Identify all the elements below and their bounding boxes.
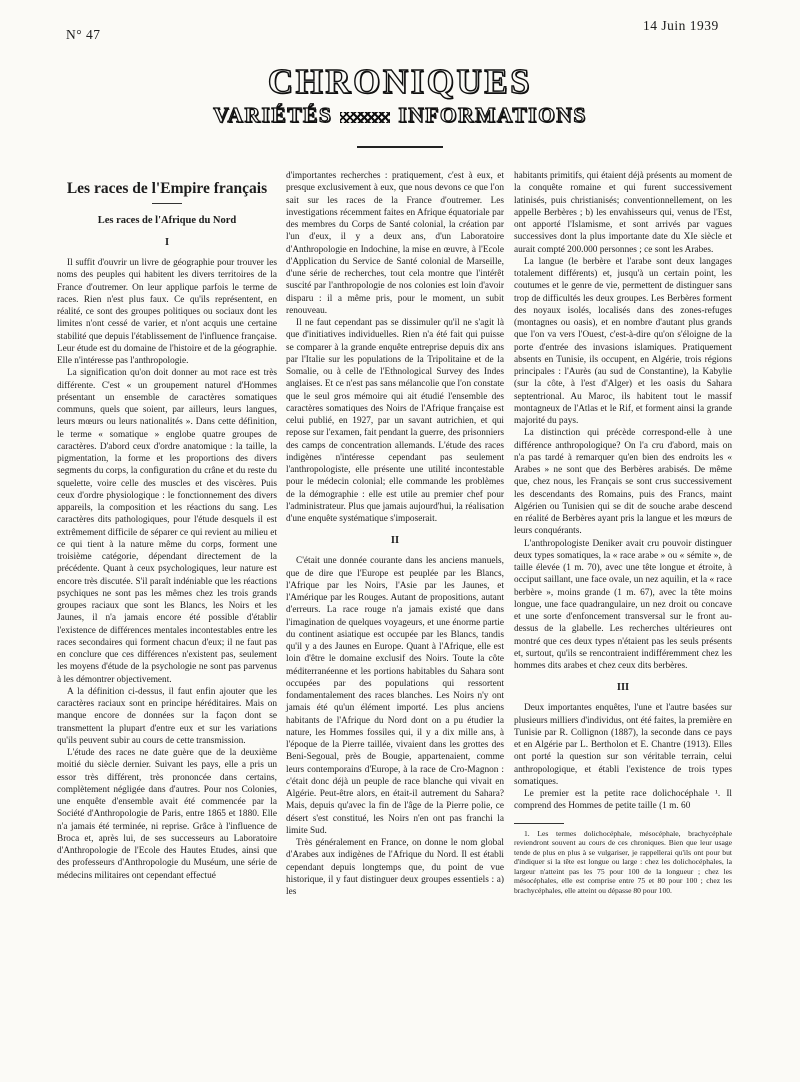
article-title: Les races de l'Empire français [66,180,268,197]
column-3 [514,170,732,896]
footnote-rule [514,823,564,824]
paragraph: C'était une donnée courante dans les anciens manuels, que de dire que l'Europe est peuplée par les Blancs, l'Afrique par les Noirs, l'Asie par les Jaunes, et l'Amérique par les Rouges. Autant de propositions, autant d'erreurs. La race rouge n'a jamais existé que dans l'imagination de quelques voyageurs, et une énorme partie du continent asiatique est occupée par les Blancs, tandis qu'il y a des Jaunes en Europe. Quant à l'Afrique, elle est loin d'être le domaine exclusif des Noirs. Toute la côte méditerranéenne et les portions habitables du Sahara sont occupées par des populations qui ressortent fondamentalement des races blanches. Les Noirs n'y ont jamais été qu'un élément importé. Les plus anciens habitants de l'Afrique du Nord dont on a pu étudier la nature, les Hommes fossiles qui, il y a dix mille ans, à l'époque de la Pierre taillée, vivaient dans les grottes des Beni-Segoual, près de Bougie, appartenaient, comme leurs contemporains d'Europe, à la race de Cro-Magnon : c'était donc déjà un peuple de race blanche qui vivait en Algérie. Peut-être alors, en était-il autrement du Sahara? Mais, depuis qu'avec la fin de l'âge de la Pierre polie, ce désert s'est constitué, les Noirs n'en ont pas franchi la limite Sud. [286,556,504,836]
paragraph: A la définition ci-dessus, il faut enfin ajouter que les caractères raciaux sont en principe héréditaires. Mais on manque encore de données sur la façon dont se transmettent la plupart d'entre eux et sur les variations qu'ils peuvent subir au cours de cette transmission. [57,686,277,746]
footnote: 1. Les termes dolichocéphale, mésocéphale, brachycéphale reviendront souvent au cours de ces chroniques. Bien que leur usage tende de plus en plus à se vulgariser, je rappellerai qu'ils ont pour but d'indiquer si la tête est longue ou large : chez les dolichocéphales, la largeur n'atteint pas les 75 pour 100 de la longueur ; chez les mésocéphales, elle est comprise entre 75 et 80 pour 100 ; chez les brachycéphales, elle atteint ou dépasse 80 pour 100. [514,828,732,896]
masthead-title: CHRONIQUES [267,62,533,101]
column-2 [286,170,504,898]
masthead-right-word: INFORMATIONS [398,103,587,127]
paragraph: Deux importantes enquêtes, l'une et l'autre basées sur plusieurs milliers d'individus, ont été faites, la première en Tunisie par R. Collignon (1887), la seconde dans ce pays et en Algérie par L. Bertholon et E. Chantre (1913). Elles ont porté la question sur son véritable terrain, celui anthropologique, et établi l'existence de trois types somatiques. [514,703,732,787]
paragraph: d'importantes recherches : pratiquement, c'est à eux, et presque exclusivement à eux, que nous devons ce que l'on sait sur les races de la France d'outremer. Les investigations récemment faites en Afrique équatoriale par des membres du Corps de Santé colonial, la création par l'un d'eux, il y a deux ans, d'un Laboratoire d'Anthropologie en Indochine, la mise en œuvre, à l'Ecole d'Application du Service de Santé colonial de Marseille, d'une série de recherches, tout cela montre que l'intérêt suscité par l'anthropologie de nos colonies est loin d'avoir disparu : il a même pris, pour le moment, un subit renouveau. [286,171,504,316]
issue-number: N° 47 [66,27,101,42]
paragraph: La signification qu'on doit donner au mot race est très différente. C'est « un groupement naturel d'Hommes présentant un ensemble de caractères somatiques communs, quels que soient, par ailleurs, leurs langues, leurs mœurs ou leurs nationalités ». Dans cette définition, le terme « somatique » englobe quatre groupes de caractères. D'abord ceux d'ordre anatomique : la taille, la pigmentation, la forme et les proportions des divers segments du corps, la configuration du crâne et du reste du squelette, voire celle des muscles et des viscères. Puis ceux d'ordre physiologique : le fonctionnement des divers appareils, la composition et les réactions du sang. Les caractères dits pathologiques, pour l'étude desquels il est extrêmement difficile de séparer ce qui revient au milieu et ce qui tient à la nature même du corps, forment une troisième catégorie, dépendant directement de la précédente. Quant à ceux psychologiques, leur nature est encore très discutée. S'il paraît indéniable que les réactions psychiques ne sont pas les mêmes chez les trois grands groupes raciaux que sont les Blancs, les Noirs et les Jaunes, il n'a jamais encore été possible d'établir l'existence de différences mentales incontestables entre les races secondaires qui forment chacun d'eux; il ne faut pas en conclure que ces différences n'existent pas, seulement les moyens d'étude de la psychologie ne sont pas parvenus à les démontrer objectivement. [57,368,277,685]
masthead-left-word: VARIÉTÉS [213,103,333,127]
paragraph: Il ne faut cependant pas se dissimuler qu'il ne s'agit là que d'initiatives individuelles. Rien n'a été fait qui puisse se comparer à la grande enquête entreprise depuis dix ans par l'Italie sur les populations de la Tripolitaine et de la Somalie, ou à celle de l'Ethnological Survey des Indes anglaises. Et ce n'est pas sans mélancolie que l'on constate que le seul gros mémoire qui ait étudié l'ensemble des caractères somatiques des Noirs de l'Afrique française est celui publié, en 1927, par un savant autrichien, et qui repose sur l'examen, fait pendant la guerre, des prisonniers des camps de concentration allemands. L'étude des races indigènes n'intéresse cependant pas seulement l'anthropologiste, elle présente une utilité incontestable pour le médecin colonial; elle commande les problèmes de la démographie : elle est utile au premier chef pour l'administrateur. Plus que jamais aujourd'hui, la réalisation d'une enquête systématique s'imposerait. [286,318,505,524]
paragraph: habitants primitifs, qui étaient déjà présents au moment de la conquête romaine et qui furent successivement latinisés, puis christianisés; conventionnellement, on les appelle Berbères ; b) les envahisseurs qui, venus de l'Est, ont apporté l'Islamisme, et sont arrivés par vagues successives dont la plus importante date du XIe siècle et aurait compté 200.000 personnes ; ce sont les Arabes. [514,171,732,255]
ornament-icon [340,112,390,123]
paragraph: La langue (le berbère et l'arabe sont deux langages totalement différents) et, jusqu'à un certain point, les coutumes et le genre de vie, permettent de distinguer sans trop de difficultés les deux groupes. Les Berbères forment des noyaux isolés, localisés dans des zones-refuges (montagnes ou oasis), et en nombre d'autant plus grands que l'on va vers l'Ouest, c'est-à-dire qu'on s'éloigne de la porte d'entrée des invasions islamiques. Pratiquement absents en Tunisie, ils occupent, en Algérie, trois régions principales : l'Aurès (au sud de Constantine), la Kabylie (sur la côte, à l'est d'Alger) et les oasis du Sahara septentrional. Au Maroc, ils habitent tout le massif montagneux de l'Atlas et le Rif, et forment ainsi la grande majorité du pays. [514,256,732,426]
section-heading-3: III [616,682,630,694]
paragraph: Il suffit d'ouvrir un livre de géographie pour trouver les noms des peuples qui habitent les divers territoires de la France d'outremer. On leur applique parfois le terme de races. Rien n'est plus faux. Ce qu'ils représentent, en réalité, ce sont des groupes politiques ou sociaux dont les limites n'ont cessé de varier, et n'ont acquis une certaine stabilité que depuis l'établissement de l'influence française. Leur étude est du domaine de l'histoire et de la géographie. Elle n'intéresse pas l'anthropologie. [57,258,277,366]
paragraph: Le premier est la petite race dolichocéphale ¹. Il comprend des Hommes de petite taille (1 m. 60 [514,789,732,812]
section-heading-2: II [390,535,400,547]
masthead-rule [357,146,443,148]
paragraph: L'anthropologiste Deniker avait cru pouvoir distinguer deux types somatiques, la « race arabe » ou « sémite », de taille élevée (1 m. 70), avec une tête longue et étroite, à occiput saillant, une face ovale, un nez aquilin, et la « race berbère », moins grande (1 m. 67), avec la tête moins longue, une face quadrangulaire, un nez droit ou concave et une sorte d'enfoncement transversal sur le front au-dessus de la glabelle. Les recherches ultérieures ont montré que ces deux types n'étaient pas les seuls présents et, surtout, qu'ils se rencontraient indifféremment chez les hommes dits arabes et chez ceux dits berbères. [514,538,732,671]
issue-date: 14 Juin 1939 [643,18,719,33]
paragraph: L'étude des races ne date guère que de la deuxième moitié du siècle dernier. Suivant les pays, elle a pris un essor très différent, très prononcée dans certains, complètement négligée dans d'autres. Pour nos Colonies, une enquête d'ensemble avait été commencée par la Société d'Anthropologie de Paris, entre 1865 et 1880. Elle n'a jamais été terminée, ni reprise. Grâce à l'influence de Broca et, après lui, de ses successeurs au Laboratoire d'Anthropologie de l'Ecole des Hautes Etudes, ainsi que des professeurs d'Anthropologie du Muséum, une série de médecins militaires ont cependant effectué [57,748,277,881]
paragraph: La distinction qui précède correspond-elle à une différence anthropologique? On l'a cru d'abord, mais on n'a pas tardé à remarquer qu'en bien des endroits les « Arabes » ne sont que des Berbères arabisés. De même que, chez nous, les Français se sont crus successivement les descendants des Romains, puis des Francs, maint Algérien ou Tunisien qui se dit de souche arabe descend en réalité de Berbères ayant pris la langue et les mœurs de leurs conquérants. [514,428,732,537]
masthead-subtitle [90,103,710,128]
section-heading-1: I [164,237,170,248]
paragraph: Très généralement en France, on donne le nom global d'Arabes aux indigènes de l'Afrique du Nord. Il est établi cependant depuis longtemps que, du point de vue historique, il y faut distinguer deux groupes essentiels : a) les [286,838,504,897]
column-1 [57,170,277,882]
title-rule [152,203,182,204]
article-subtitle: Les races de l'Afrique du Nord [97,215,237,226]
